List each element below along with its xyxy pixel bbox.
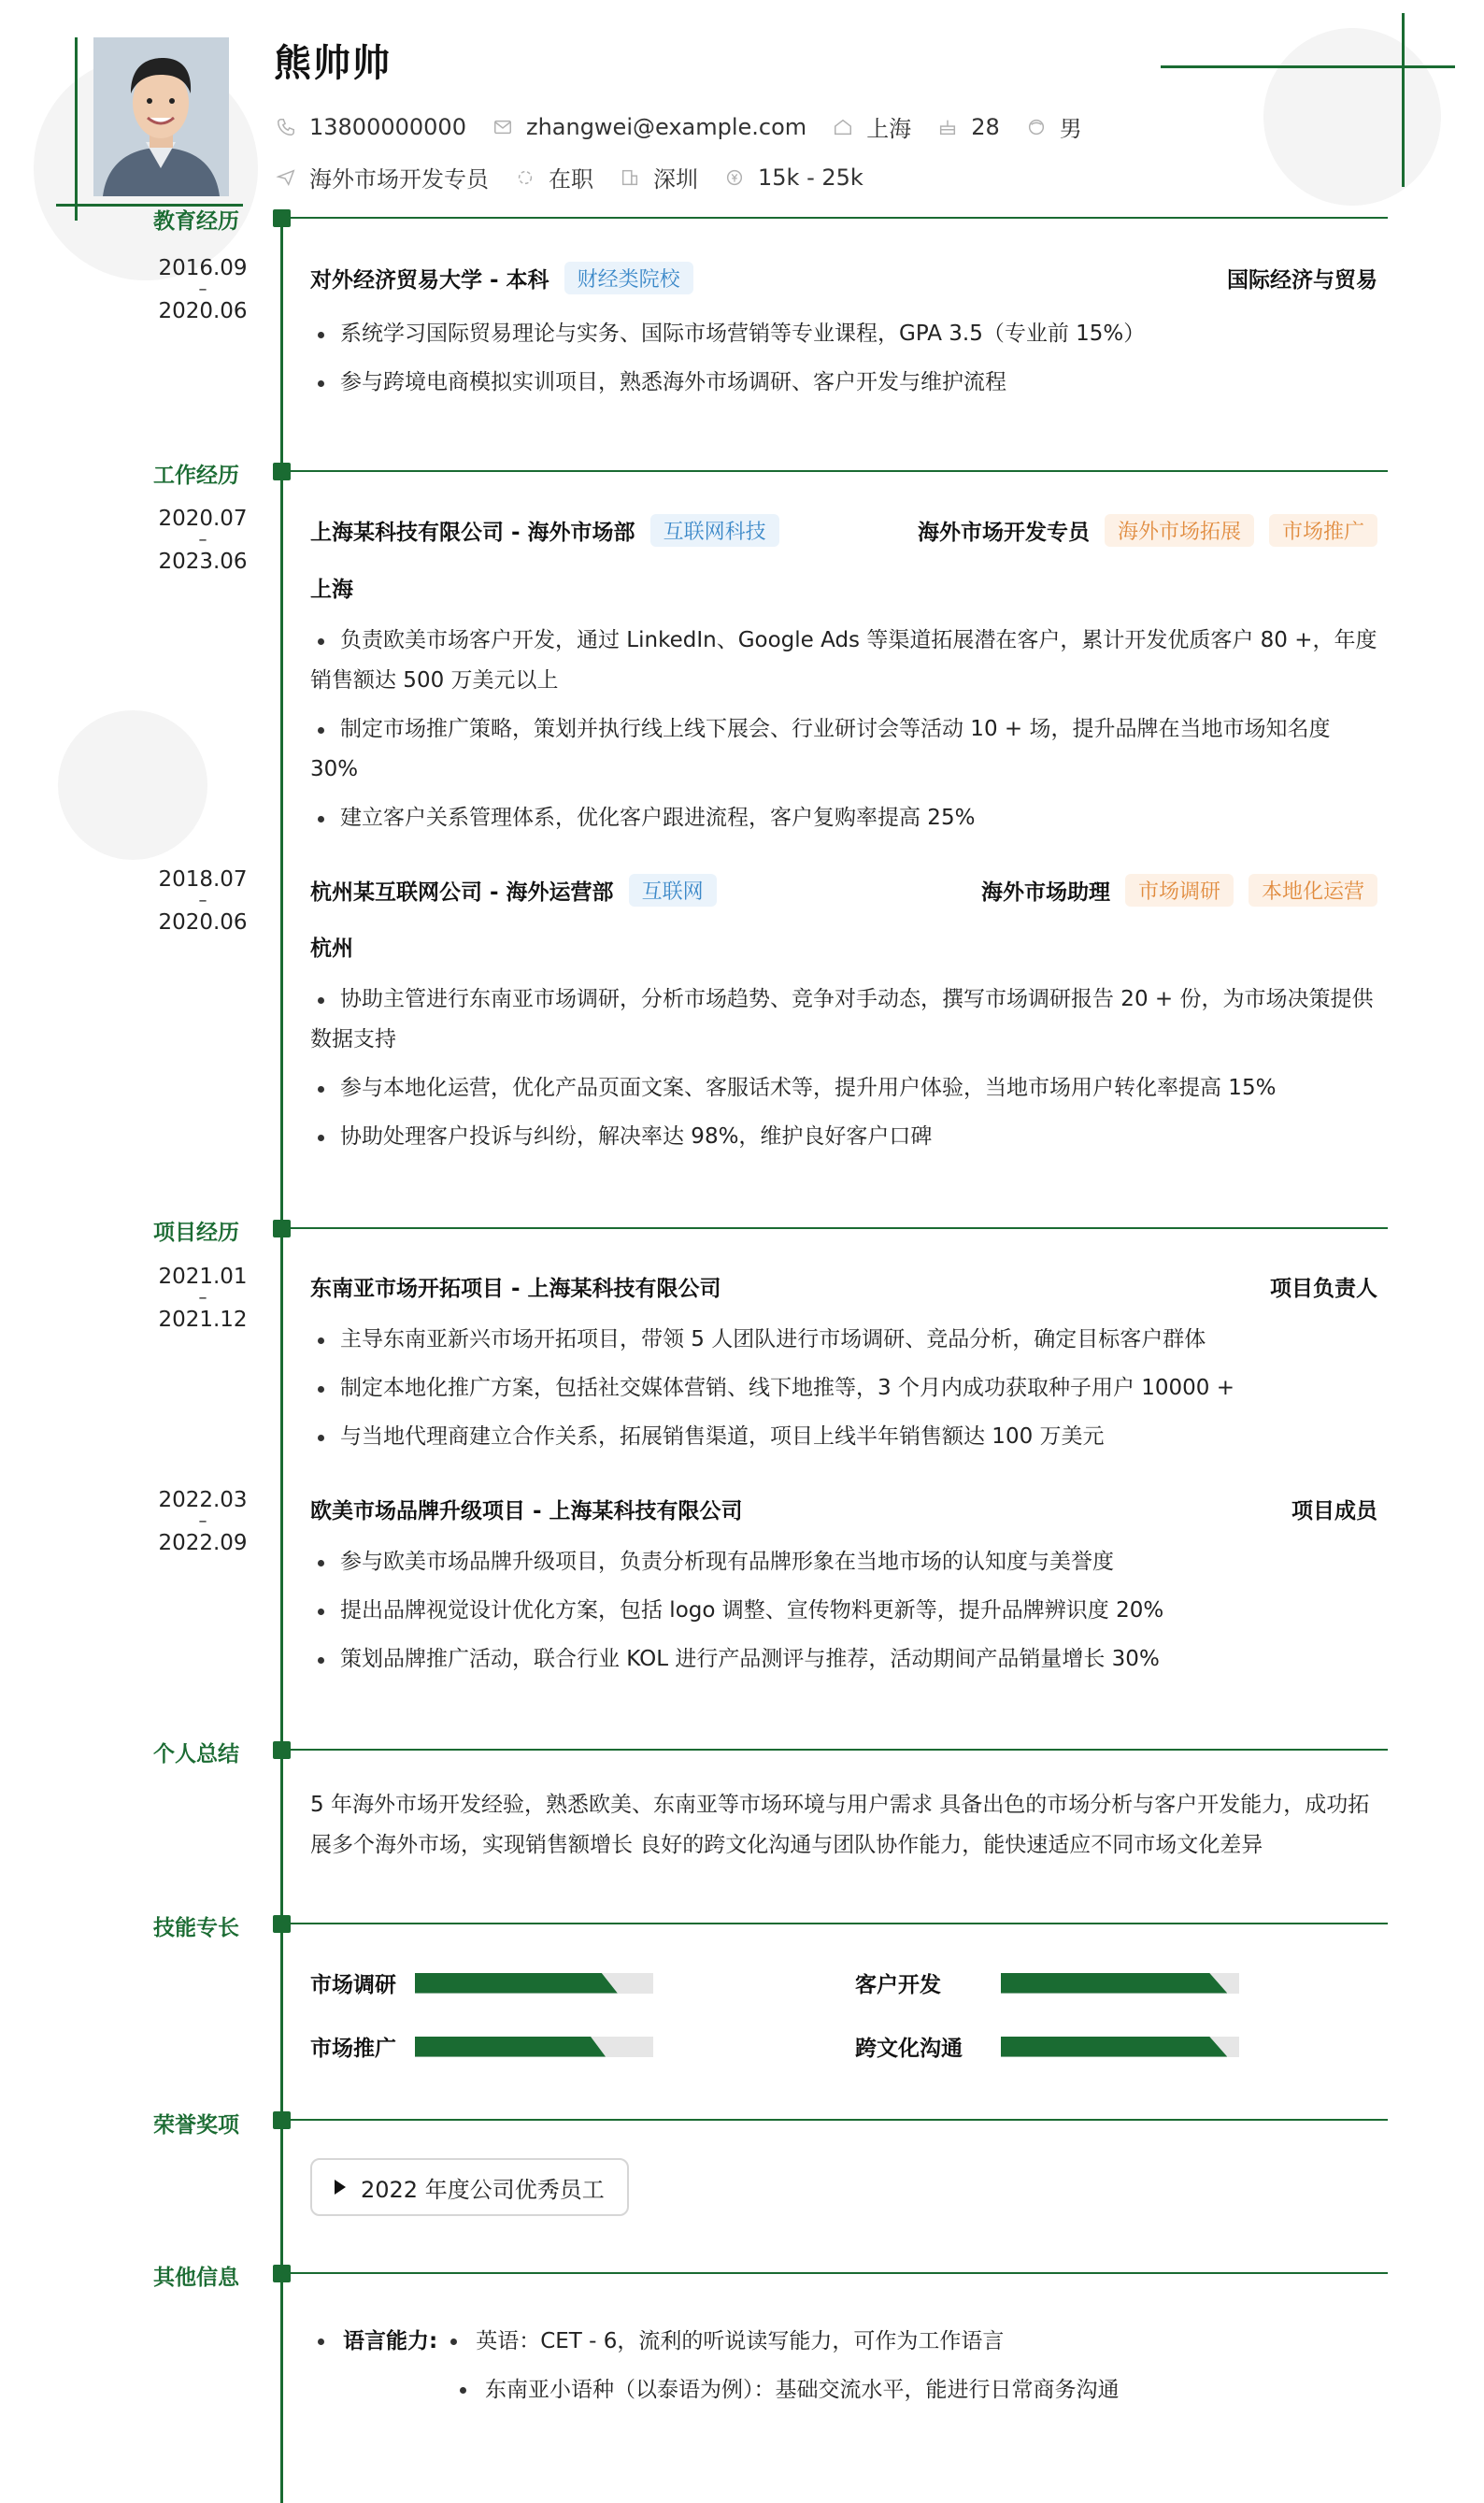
skill-item [310,2031,653,2062]
email-item [491,114,806,140]
date-end: 2020.06 [158,299,248,323]
decor-line [1161,65,1455,68]
project-title: 东南亚市场开拓项目 - 上海某科技有限公司 [310,1277,721,1301]
section-divider [283,2272,1388,2274]
currency-icon [722,165,747,190]
list-item: 负责欧美市场客户开发，通过 LinkedIn、Google Ads 等渠道拓展潜在客户，累计开发优质客户 80 +，年度销售额达 500 万美元以上 [310,621,1377,701]
job-target-item [274,161,489,193]
school-name: 对外经济贸易大学 - 本科 [310,268,549,293]
date-range [133,508,273,572]
date-dash: – [198,530,207,550]
list-item: 协助主管进行东南亚市场调研，分析市场趋势、竞争对手动态，撰写市场调研报告 20 + 份，为市场决策提供数据支持 [310,980,1377,1060]
decor-circle [1263,28,1441,206]
skill-name: 客户开发 [855,1973,941,1997]
cake-icon [935,115,960,139]
decor-circle [58,710,207,860]
industry-tag: 互联网科技 [650,514,779,547]
section-divider [283,1923,1388,1924]
date-dash: – [198,1511,207,1531]
skill-tag: 本地化运营 [1249,874,1377,907]
building-icon [618,165,642,190]
intent-row [274,161,888,193]
role-group [981,874,1377,907]
language-label: 语言能力: [343,2329,438,2353]
work-city: 上海 [310,578,353,602]
status-icon [513,165,537,190]
project-head [310,1271,1377,1302]
list-item: 制定市场推广策略，策划并执行线上线下展会、行业研讨会等活动 10 + 场，提升品牌在当地市场知名度 30% [310,709,1377,790]
skill-name: 跨文化沟通 [855,2037,963,2061]
skill-item [855,1967,1239,1998]
list-item: 协助处理客户投诉与纠纷，解决率达 98%，维护良好客户口碑 [310,1117,1377,1157]
status-value: 在职 [549,166,593,193]
list-item: 策划品牌推广活动，联合行业 KOL 进行产品测评与推荐，活动期间产品销量增长 30% [310,1639,1377,1680]
section-title-education: 教育经历 [153,209,239,234]
list-item: 与当地代理商建立合作关系，拓展销售渠道，项目上线半年销售额达 100 万美元 [310,1417,1377,1457]
role-group [918,514,1377,547]
skill-bar [415,2037,653,2057]
email-value: zhangwei@example.com [525,113,807,140]
date-start: 2016.09 [158,256,248,280]
work-bullets [310,980,1377,1166]
bullet-dot [450,2339,457,2345]
decor-line [1402,13,1405,187]
section-divider [283,470,1388,472]
city-value: 上海 [866,116,912,142]
play-icon [335,2180,346,2195]
skill-bar-fill [415,1973,618,1994]
date-dash: – [198,279,207,299]
section-title-other: 其他信息 [153,2266,239,2290]
company-name: 杭州某互联网公司 - 海外运营部 [310,880,614,905]
decor-line [75,37,78,221]
skill-tag: 市场调研 [1125,874,1234,907]
date-dash: – [198,891,207,910]
date-end: 2023.06 [158,550,248,574]
list-item: 参与跨境电商模拟实训项目，熟悉海外市场调研、客户开发与维护流程 [310,363,1377,403]
section-divider [283,2119,1388,2121]
salary-item [722,164,863,191]
education-bullets [310,314,1377,411]
language-line [310,2322,1004,2362]
skill-tag: 海外市场拓展 [1105,514,1254,547]
date-dash: – [198,1288,207,1308]
list-item: 系统学习国际贸易理论与实务、国际市场营销等专业课程，GPA 3.5（专业前 15%） [310,314,1377,354]
list-item: 提出品牌视觉设计优化方案，包括 logo 调整、宣传物料更新等，提升品牌辨识度 20% [310,1591,1377,1631]
gender-item [1024,110,1082,143]
gender-value: 男 [1059,116,1082,142]
skill-item [310,1967,653,1998]
skill-bar-fill [1001,2037,1227,2057]
work-bullets [310,621,1377,847]
skill-name: 市场推广 [310,2037,396,2061]
date-range [133,258,273,322]
date-range [133,1490,273,1553]
mail-icon [491,115,515,139]
avatar-photo [93,37,229,196]
bullet-dot [460,2387,466,2394]
timeline-line [280,221,283,2503]
school-tag: 财经类院校 [564,262,693,294]
project-title: 欧美市场品牌升级项目 - 上海某科技有限公司 [310,1499,743,1523]
skill-tag: 市场推广 [1269,514,1377,547]
date-start: 2018.07 [158,867,248,892]
send-icon [274,165,298,190]
date-range [133,869,273,933]
section-title-honors: 荣誉奖项 [153,2113,239,2138]
candidate-name: 熊帅帅 [274,42,392,85]
list-item: 主导东南亚新兴市场开拓项目，带领 5 人团队进行市场调研、竞品分析，确定目标客户群体 [310,1320,1377,1360]
avatar [93,37,229,196]
date-start: 2022.03 [158,1488,248,1512]
skill-bar [1001,2037,1239,2057]
skill-bar-fill [415,2037,606,2057]
skill-bar-fill [1001,1973,1227,1994]
list-item: 参与本地化运营，优化产品页面文案、客服话术等，提升用户体验，当地市场用户转化率提高 15% [310,1068,1377,1108]
date-end: 2020.06 [158,910,248,935]
phone-value: 13800000000 [309,113,466,140]
job-target-value: 海外市场开发专员 [309,166,489,193]
section-title-summary: 个人总结 [153,1742,239,1766]
project-bullets [310,1320,1377,1466]
job-role: 海外市场助理 [980,880,1110,905]
list-item: 制定本地化推广方案，包括社交媒体营销、线下地推等，3 个月内成功获取种子用户 10000 + [310,1368,1377,1409]
person-icon [1024,115,1049,139]
project-role: 项目负责人 [1270,1277,1377,1301]
section-title-work: 工作经历 [153,464,239,488]
summary-text: 5 年海外市场开发经验，熟悉欧美、东南亚等市场环境与用户需求 具备出色的市场分析与客户开发能力，成功拓展多个海外市场，实现销售额增长 良好的跨文化沟通与团队协作能力，能快速适应不同市场文化差异 [310,1793,1370,1857]
phone-item [274,114,466,140]
work-head [310,874,1377,907]
skill-name: 市场调研 [310,1973,396,1997]
section-divider [283,1749,1388,1751]
city-item [831,110,911,143]
job-role: 海外市场开发专员 [917,521,1090,545]
award-label: 2022 年度公司优秀员工 [361,2176,605,2203]
language-english: 英语：CET - 6，流利的听说读写能力，可作为工作语言 [476,2329,1005,2353]
phone-icon [274,115,298,139]
education-head [310,262,1377,294]
date-end: 2022.09 [158,1531,248,1555]
date-end: 2021.12 [158,1308,248,1332]
skill-bar [415,1973,653,1994]
status-item [513,161,593,193]
language-line [452,2370,1120,2410]
date-start: 2020.07 [158,507,248,531]
contact-row [274,110,1106,143]
company-name: 上海某科技有限公司 - 海外市场部 [310,521,635,545]
section-title-skills: 技能专长 [153,1916,239,1940]
bullet-dot [318,2339,324,2345]
target-city-value: 深圳 [653,166,698,193]
date-start: 2021.01 [158,1265,248,1289]
project-bullets [310,1542,1377,1688]
date-range [133,1266,273,1330]
major: 国际经济与贸易 [1227,268,1377,293]
skill-bar [1001,1973,1239,1994]
section-divider [283,1227,1388,1229]
home-icon [831,115,855,139]
list-item: 参与欧美市场品牌升级项目，负责分析现有品牌形象在当地市场的认知度与美誉度 [310,1542,1377,1582]
list-item: 建立客户关系管理体系，优化客户跟进流程，客户复购率提高 25% [310,798,1377,838]
section-title-project: 项目经历 [153,1221,239,1245]
age-item [935,114,1000,140]
language-thai: 东南亚小语种（以泰语为例）：基础交流水平，能进行日常商务沟通 [485,2378,1120,2402]
work-head [310,514,1377,547]
salary-value: 15k - 25k [758,164,863,191]
target-city-item [618,161,698,193]
section-divider [283,217,1388,219]
skill-item [855,2031,1239,2062]
age-value: 28 [971,113,1000,140]
work-city: 杭州 [310,937,353,961]
project-role: 项目成员 [1291,1499,1377,1523]
award-toggle-button[interactable] [310,2158,629,2216]
project-head [310,1494,1377,1524]
industry-tag: 互联网 [629,874,717,907]
